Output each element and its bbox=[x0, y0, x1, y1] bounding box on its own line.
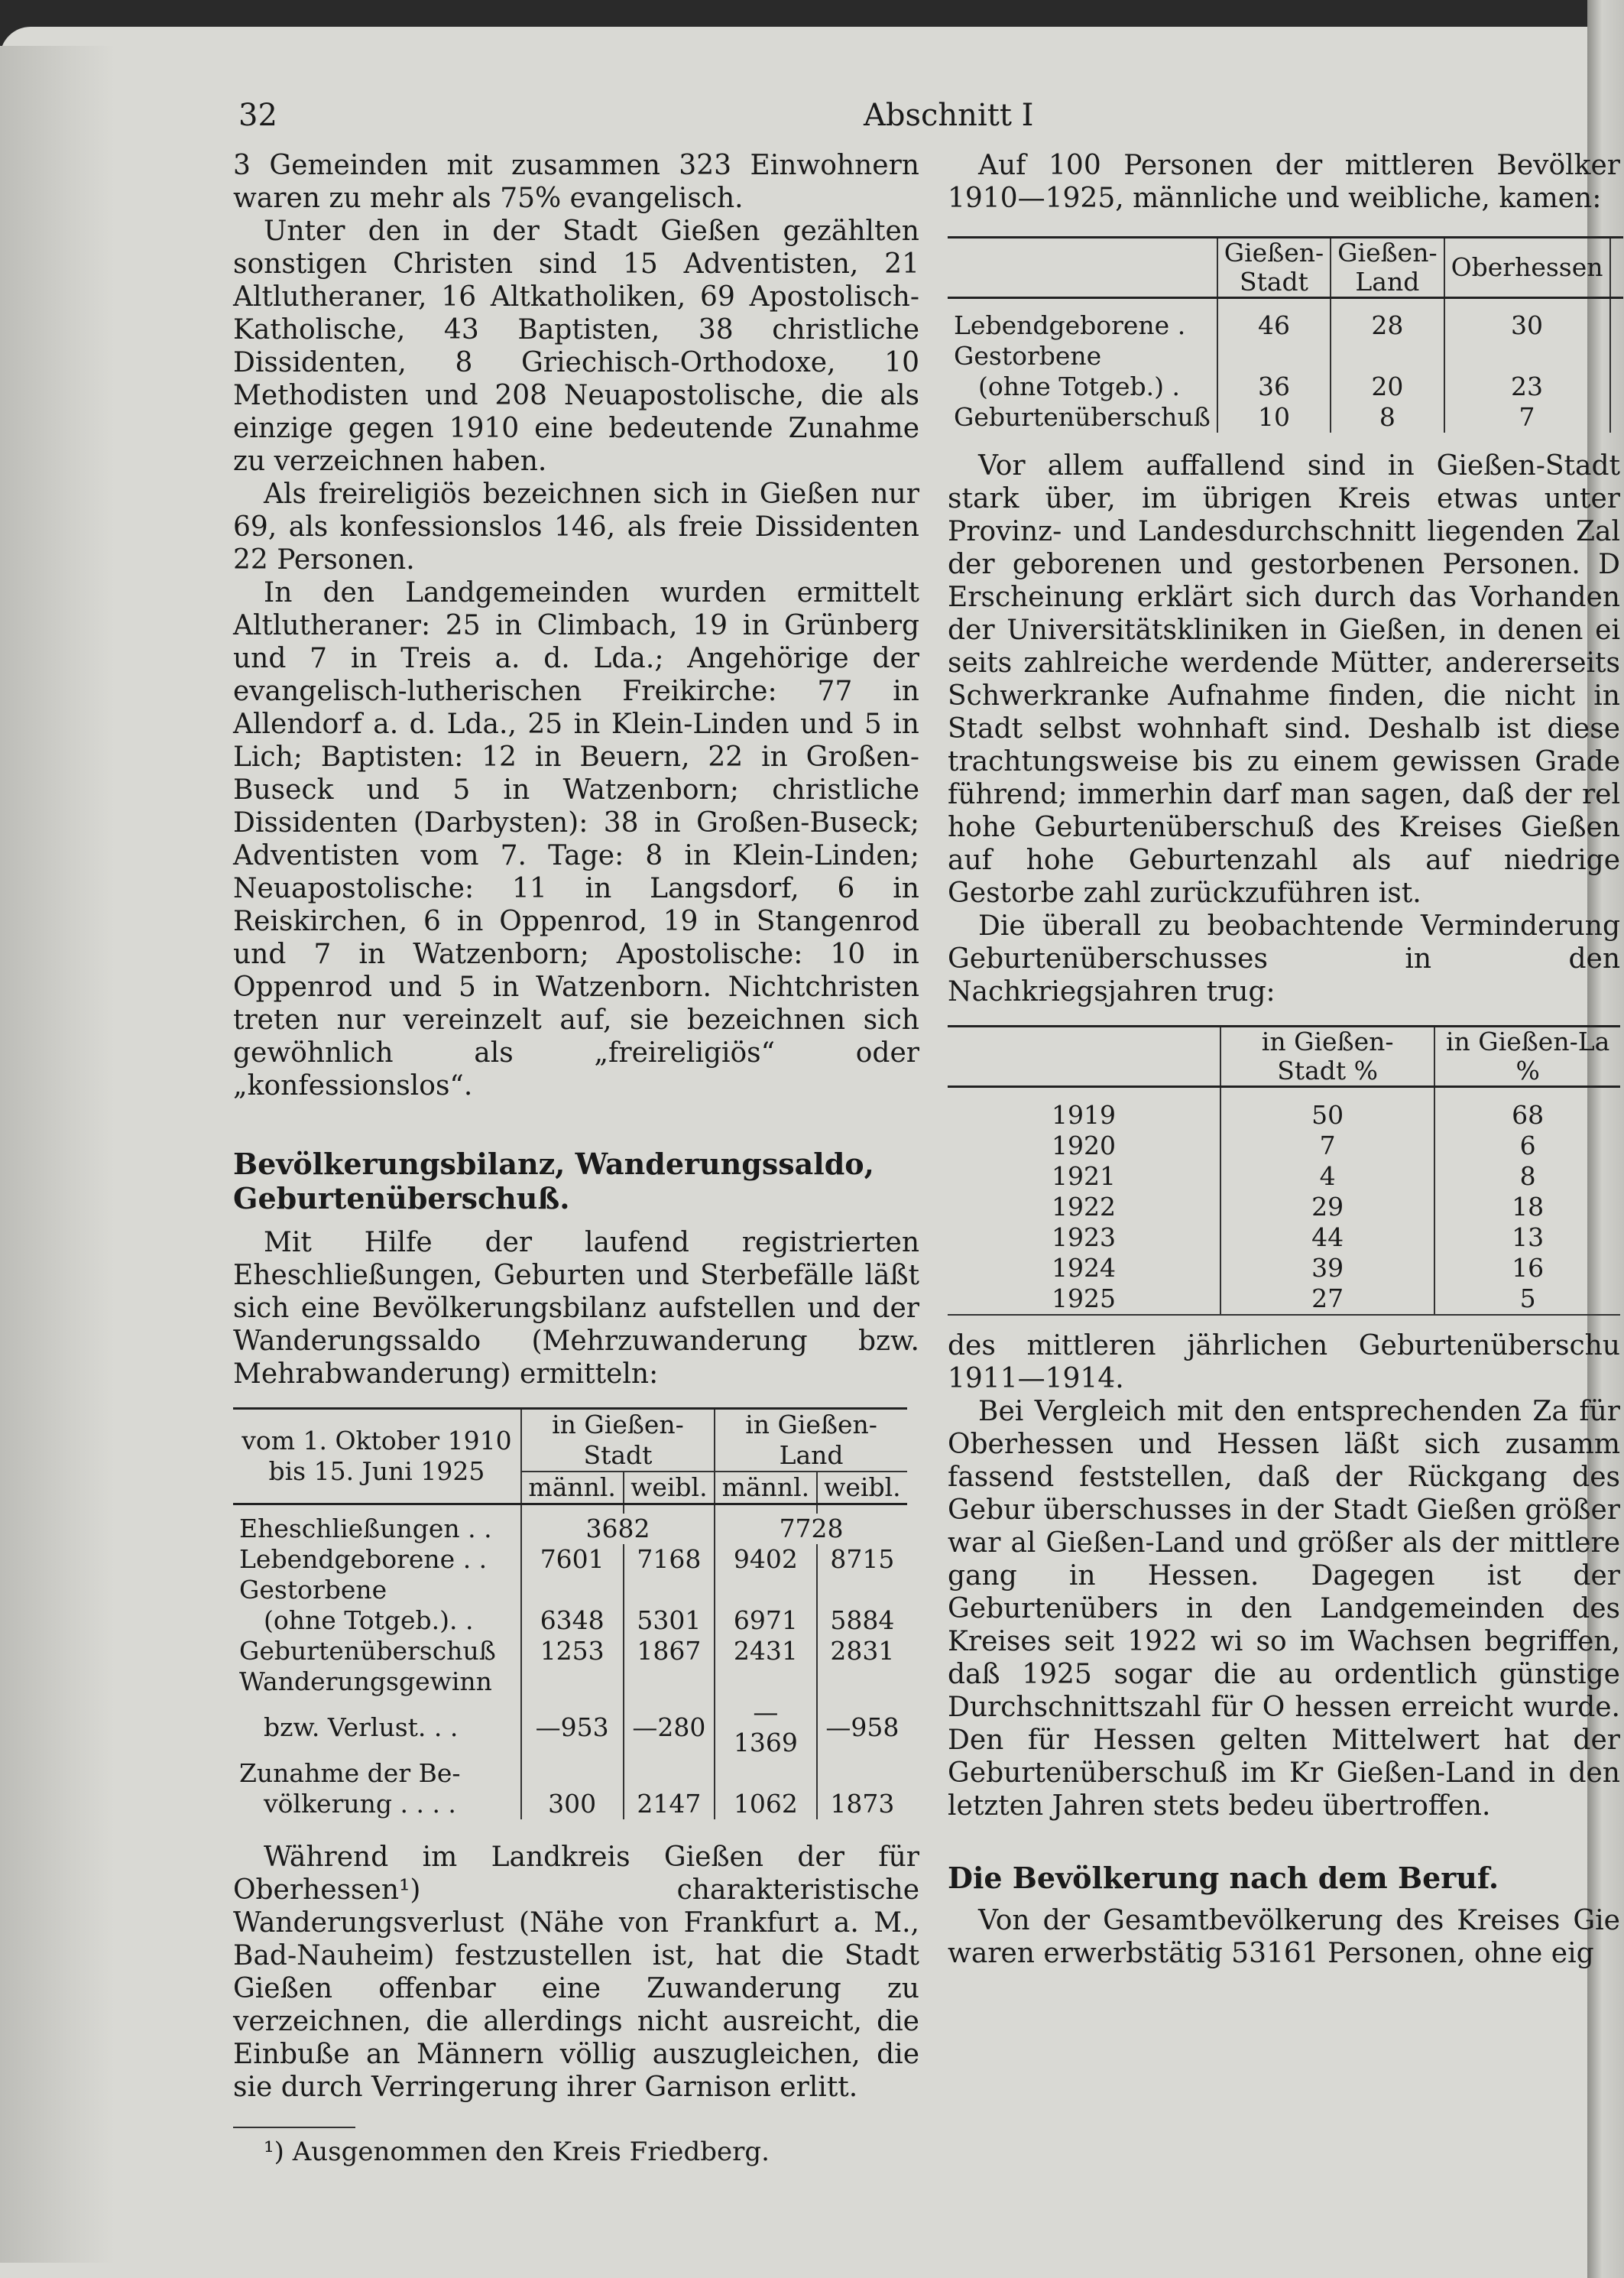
paragraph: Von der Gesamtbevölkerung des Kreises Gie waren erwerbstätig 53161 Personen, ohne eig bbox=[948, 1905, 1620, 1969]
table-cell: 1873 bbox=[817, 1789, 907, 1819]
table-cell: 2147 bbox=[624, 1789, 715, 1819]
table-cell: 3682 bbox=[521, 1514, 715, 1544]
table-header-sub: männl. bbox=[521, 1472, 624, 1504]
footnote-rule bbox=[233, 2127, 355, 2128]
table-header: in Gießen-Stadt % bbox=[1220, 1026, 1434, 1086]
table-cell: 28 bbox=[1331, 310, 1444, 341]
table-cell: 30 bbox=[1444, 310, 1610, 341]
section-heading: Die Bevölkerung nach dem Beruf. bbox=[948, 1861, 1499, 1895]
table-cell: 7 bbox=[1220, 1131, 1434, 1161]
table-cell: 44 bbox=[1220, 1222, 1434, 1253]
table-row bbox=[948, 1253, 1620, 1283]
right-column-clip bbox=[948, 149, 1620, 2213]
table-cell: 5301 bbox=[624, 1605, 715, 1636]
paragraph: Auf 100 Personen der mittleren Bevölker 1910—1925, männliche und weibliche, kamen: bbox=[948, 150, 1620, 214]
row-label: (ohne Totgeb.) . bbox=[978, 371, 1180, 401]
paragraph: Während im Landkreis Gießen der für Oberhessen¹) charakteristische Wanderungsverlust (Nähe von Frankfurt a. M., Bad-Nauheim) festzustellen ist, hat die Stadt Gießen offenbar eine Zuwanderung zu verzeichnen, die allerdings nicht ausreicht, die Einbuße an Männern völlig auszugleichen, die sie durch Verringerung ihrer Garnison erlitt. bbox=[233, 1841, 919, 2103]
table-header-group: in Gießen-Stadt bbox=[521, 1409, 715, 1472]
table-cell: 2431 bbox=[715, 1636, 817, 1666]
table-cell: 13 bbox=[1434, 1222, 1620, 1253]
table-header-group: in Gießen-Land bbox=[715, 1409, 907, 1472]
table-cell: 39 bbox=[1220, 1253, 1434, 1283]
paragraph: Die überall zu beobachtende Verminderung Geburtenüberschusses in den Nachkriegsjahren trug: bbox=[948, 910, 1620, 1008]
table-cell: 5884 bbox=[817, 1605, 907, 1636]
table-cell: 7 bbox=[1444, 402, 1610, 433]
table-cell: 8 bbox=[1331, 402, 1444, 433]
table-row bbox=[948, 1222, 1620, 1253]
footnote: ¹) Ausgenommen den Kreis Friedberg. bbox=[264, 2136, 770, 2167]
table-row bbox=[948, 1283, 1620, 1315]
table-cell: —280 bbox=[624, 1697, 715, 1758]
table-cell: 50 bbox=[1220, 1100, 1434, 1131]
table-header: Oberhessen bbox=[1444, 238, 1610, 298]
table-row bbox=[948, 1100, 1620, 1131]
table-cell: 9402 bbox=[715, 1544, 817, 1575]
row-label: völkerung . . . . bbox=[264, 1788, 456, 1819]
table-header-sub: weibl. bbox=[624, 1472, 715, 1504]
table-cell: 7168 bbox=[624, 1544, 715, 1575]
table-row bbox=[948, 310, 1623, 341]
row-label: Zunahme der Be- bbox=[239, 1757, 461, 1788]
table-row bbox=[233, 1605, 907, 1636]
page-edge-shadow bbox=[0, 46, 115, 2263]
table-cell: 36 bbox=[1217, 372, 1331, 402]
table-cell: 16 bbox=[1434, 1253, 1620, 1283]
table-cell: 23 bbox=[1444, 372, 1610, 402]
table-cell: 27 bbox=[1220, 1283, 1434, 1315]
table-cell: —953 bbox=[521, 1697, 624, 1758]
row-label: 1920 bbox=[1052, 1131, 1116, 1160]
table-cell: 6971 bbox=[715, 1605, 817, 1636]
table-header-sub: weibl. bbox=[817, 1472, 907, 1504]
row-label: (ohne Totgeb.). . bbox=[264, 1605, 474, 1635]
row-label: Gestorbene bbox=[954, 340, 1102, 371]
table-row bbox=[948, 341, 1623, 372]
row-label: 1923 bbox=[1052, 1222, 1116, 1252]
row-label: Eheschließungen . . bbox=[239, 1513, 492, 1543]
table-cell: 1253 bbox=[521, 1636, 624, 1666]
table-cell: —958 bbox=[817, 1697, 907, 1758]
row-label: Geburtenüberschuß bbox=[239, 1635, 496, 1666]
births-per-100-table bbox=[948, 236, 1623, 433]
paragraph: Als freireligiös bezeichnen sich in Gießen nur 69, als konfessionslos 146, als freie Dissidenten 22 Personen. bbox=[233, 479, 919, 576]
row-label: bzw. Verlust. . . bbox=[264, 1712, 459, 1742]
table-cell: 6 bbox=[1434, 1131, 1620, 1161]
table-row bbox=[233, 1575, 907, 1605]
paragraph: 3 Gemeinden mit zusammen 323 Einwohnern waren zu mehr als 75% evangelisch. bbox=[233, 150, 919, 214]
table-cell: 18 bbox=[1434, 1192, 1620, 1222]
table-cell: 4 bbox=[1220, 1161, 1434, 1192]
table-header: Gießen-Land bbox=[1331, 238, 1444, 298]
row-label: Wanderungsgewinn bbox=[239, 1666, 492, 1696]
table-header: in Gießen-La % bbox=[1434, 1026, 1620, 1086]
table-cell: 5 bbox=[1434, 1283, 1620, 1315]
row-label: 1925 bbox=[1052, 1283, 1116, 1313]
row-label: Geburtenüberschuß bbox=[954, 401, 1211, 432]
section-heading: Geburtenüberschuß. bbox=[233, 1181, 570, 1215]
population-balance-table bbox=[233, 1407, 907, 1819]
section-heading: Bevölkerungsbilanz, Wanderungssaldo, bbox=[233, 1147, 874, 1181]
table-cell: 10 bbox=[1217, 402, 1331, 433]
row-label: 1924 bbox=[1052, 1253, 1116, 1283]
table-cell: 7728 bbox=[715, 1514, 907, 1544]
paragraph: Bei Vergleich mit den entsprechenden Za für Oberhessen und Hessen läßt sich zusamm fassend feststellen, daß der Rückgang des Gebur überschusses in der Stadt Gießen größer war al Gießen-Land und größer als der mittlere gang in Hessen. Dagegen ist der Geburtenübers in den Landgemeinden des Kreises seit 1922 wi so im Wachsen begriffen, daß 1925 sogar die au ordentlich günstige Durchschnittszahl für O hessen erreicht wurde. Den für Hessen gelten Mittelwert hat der Geburtenüberschuß im Kr Gießen-Land in den letzten Jahren stets bedeu übertroffen. bbox=[948, 1396, 1620, 1822]
row-label: Lebendgeborene . bbox=[954, 310, 1186, 340]
table-cell: 6348 bbox=[521, 1605, 624, 1636]
table-cell: —1369 bbox=[715, 1697, 817, 1758]
page-number: 32 bbox=[238, 98, 277, 133]
table-cell: 68 bbox=[1434, 1100, 1620, 1131]
right-column bbox=[948, 149, 1620, 1970]
table-cell: 8715 bbox=[817, 1544, 907, 1575]
table-row bbox=[948, 1161, 1620, 1192]
table-row bbox=[233, 1666, 907, 1697]
table-row bbox=[233, 1514, 907, 1544]
table-row bbox=[948, 1131, 1620, 1161]
paragraph: Vor allem auffallend sind in Gießen-Stadt stark über, im übrigen Kreis etwas unter Provinz- und Landesdurchschnitt liegenden Zal der geborenen und gestorbenen Personen. D Erscheinung erklärt sich durch das Vorhanden der Universitätskliniken in Gießen, in denen ei seits zahlreiche werdende Mütter, andererseits Schwerkranke Aufnahme finden, die nicht in Stadt selbst wohnhaft sind. Deshalb ist diese trachtungsweise bis zu einem gewissen Grade führend; immerhin darf man sagen, daß der rel hohe Geburtenüberschuß des Kreises Gießen auf hohe Geburtenzahl als auf niedrige Gestorbe zahl zurückzuführen ist. bbox=[948, 449, 1620, 909]
table-row bbox=[233, 1697, 907, 1758]
left-column bbox=[233, 149, 919, 2169]
table-row bbox=[233, 1544, 907, 1575]
running-title: Abschnitt I bbox=[864, 98, 1034, 133]
row-label: Gestorbene bbox=[239, 1574, 387, 1605]
paragraph: In den Landgemeinden wurden ermittelt Altlutheraner: 25 in Climbach, 19 in Grünberg und 7 in Treis a. d. Lda.; Angehörige der evangelisch-lutherischen Freikirche: 77 in Allendorf a. d. Lda., 25 in Klein-Linden und 5 in Lich; Baptisten: 12 in Beuern, 22 in Großen-Buseck und 5 in Watzenborn; christliche Dissidenten (Darbysten): 38 in Großen-Buseck; Adventisten vom 7. Tage: 8 in Klein-Linden; Neuapostolische: 11 in Langsdorf, 6 in Reiskirchen, 6 in Oppenrod, 19 in Stangenrod und 7 in Watzenborn; Apostolische: 10 in Oppenrod und 5 in Watzenborn. Nichtchristen treten nur vereinzelt auf, sie bezeichnen sich gewöhnlich als „freireligiös“ oder „konfessionslos“. bbox=[233, 577, 919, 1102]
row-label: 1921 bbox=[1052, 1161, 1116, 1191]
table-header-sub: männl. bbox=[715, 1472, 817, 1504]
birth-surplus-table bbox=[948, 1025, 1620, 1316]
table-cell: 1867 bbox=[624, 1636, 715, 1666]
table-cell: 29 bbox=[1220, 1192, 1434, 1222]
table-header: Gießen-Stadt bbox=[1217, 238, 1331, 298]
table-cell: 20 bbox=[1331, 372, 1444, 402]
table-row bbox=[948, 372, 1623, 402]
paragraph: des mittleren jährlichen Geburtenüberschu 1911—1914. bbox=[948, 1330, 1620, 1394]
table-cell: 300 bbox=[521, 1789, 624, 1819]
table-cell: 7601 bbox=[521, 1544, 624, 1575]
table-cell: 8 bbox=[1434, 1161, 1620, 1192]
table-row bbox=[233, 1758, 907, 1789]
paragraph: Unter den in der Stadt Gießen gezählten sonstigen Christen sind 15 Adventisten, 21 Altlutheraner, 16 Altkatholiken, 69 Apostolisch-Katholische, 43 Baptisten, 38 christliche Dissidenten, 8 Griechisch-Orthodoxe, 10 Methodisten und 208 Neuapostolische, die als einzige gegen 1910 eine bedeutende Zunahme zu verzeichnen haben. bbox=[233, 216, 919, 477]
row-label: Lebendgeborene . . bbox=[239, 1543, 488, 1574]
table-row bbox=[233, 1789, 907, 1819]
table-row bbox=[948, 1192, 1620, 1222]
table-cell: 1062 bbox=[715, 1789, 817, 1819]
table-row bbox=[233, 1636, 907, 1666]
table-row bbox=[948, 402, 1623, 433]
table-header-period: vom 1. Oktober 1910 bis 15. Juni 1925 bbox=[233, 1409, 521, 1504]
row-label: 1922 bbox=[1052, 1192, 1116, 1222]
table-cell: 2831 bbox=[817, 1636, 907, 1666]
table-cell: 46 bbox=[1217, 310, 1331, 341]
row-label: 1919 bbox=[1052, 1100, 1116, 1130]
paragraph: Mit Hilfe der laufend registrierten Eheschließungen, Geburten und Sterbefälle läßt sich eine Bevölkerungsbilanz aufstellen und der Wanderungssaldo (Mehrzuwanderung bzw. Mehrabwanderung) ermitteln: bbox=[233, 1227, 919, 1390]
